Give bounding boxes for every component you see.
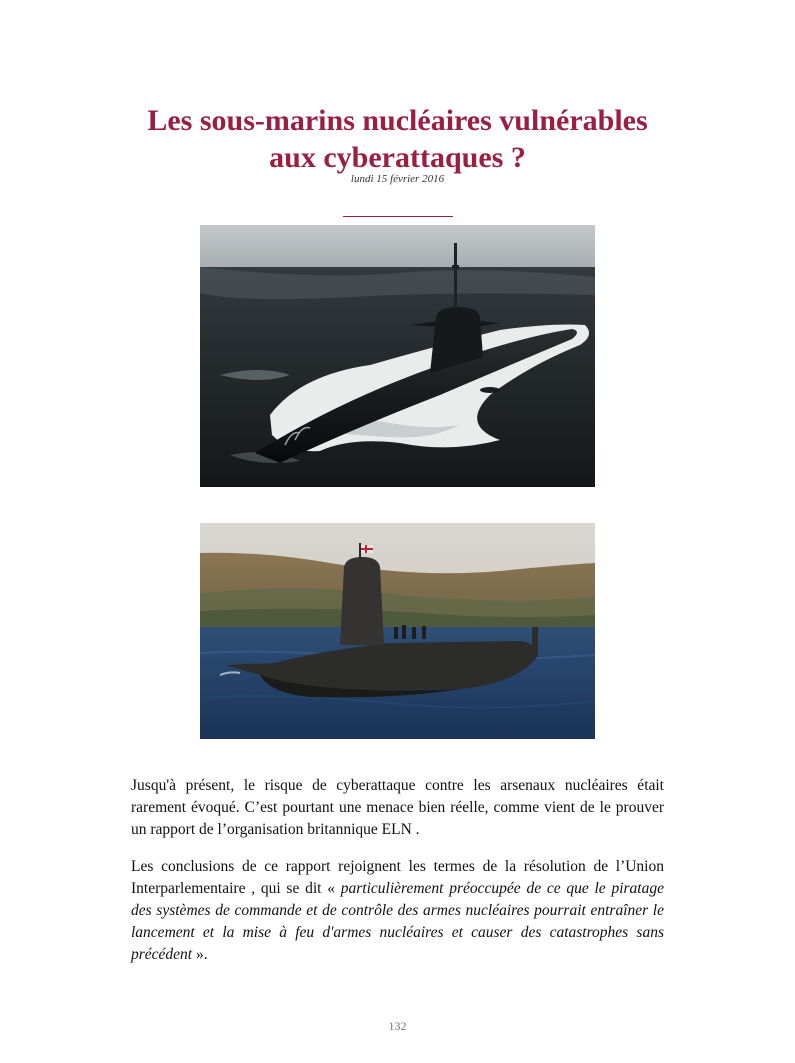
- article-date: lundi 15 février 2016: [350, 173, 445, 185]
- title-line-1: Les sous-marins nucléaires vulnérables: [147, 104, 648, 137]
- submarine-at-sea-photo: [200, 225, 595, 487]
- paragraph-intro: Jusqu'à présent, le risque de cyberattaque contre les arsenaux nucléaires était rarement évoqué. C’est pourtant une menace bien réelle, comme vient de le prouver un rapport de l’organisation britannique ELN .: [131, 777, 664, 838]
- title-divider: [343, 216, 453, 217]
- submarine-near-coast-photo: [200, 523, 595, 739]
- paragraph-conclusions-lead: Les conclusions de ce rapport rejoignent les termes de la résolution de l’Union Interparlementaire , qui se dit «: [131, 858, 664, 897]
- title-line-2: aux cyberattaques ?: [269, 141, 526, 174]
- resolution-quote: particulièrement préoccupée de ce que le piratage des systèmes de commande et de contrôle des armes nucléaires pourrait entraîner le lancement et la mise à feu d'armes nucléaires et causer des catastrophes sans précédent: [131, 880, 664, 963]
- page-number: 132: [388, 1019, 407, 1033]
- paragraph-conclusions-tail: ».: [192, 946, 208, 963]
- paragraph-conclusions: [131, 856, 664, 966]
- article-title: [60, 102, 735, 176]
